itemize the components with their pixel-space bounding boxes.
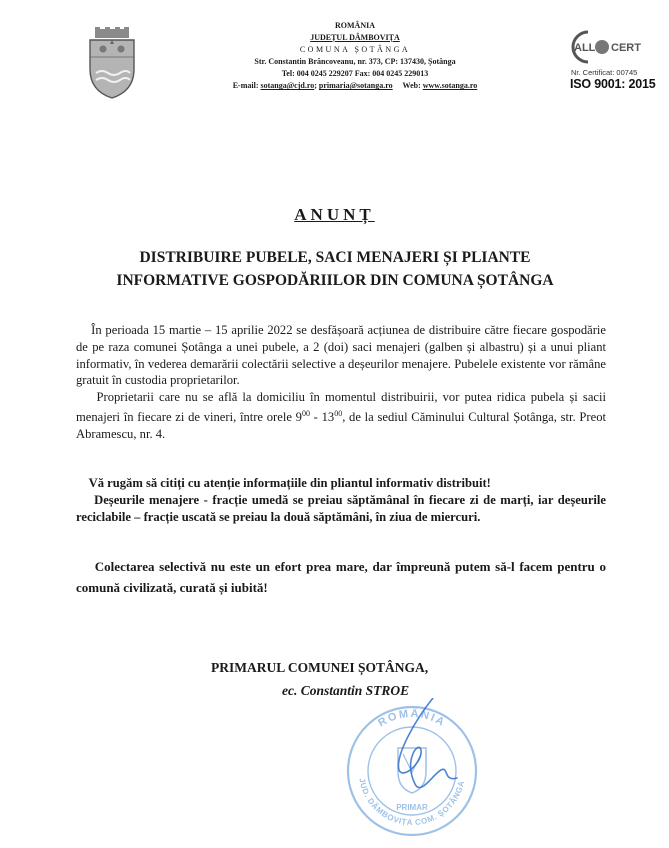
allcert-logo — [566, 28, 648, 66]
header-contact-line — [190, 80, 520, 92]
paragraph-distribution-text: În perioada 15 martie – 15 aprilie 2022 se desfășoară acțiunea de distribuire către fiecare gospodărie de pe raza comunei Șotânga a unei pubele, a 2 (doi) saci menajeri (galben și albastru) și a unui pliant informativ, în vederea demarării colectării selective a deșeurilor menajere. Pubelele existente vor rămâne gratuit în custodia proprietarilor. — [76, 323, 607, 388]
web-label: Web: — [392, 81, 423, 91]
signatory-role: PRIMARUL COMUNEI ȘOTÂNGA, — [211, 660, 429, 675]
stamp-center-text: PRIMAR — [396, 803, 428, 812]
stamp-ring-top-text: ROMÂNIA — [376, 707, 448, 730]
iso-standard: ISO 9001: 2015 — [570, 77, 656, 91]
svg-text:ROMÂNIA — [376, 707, 448, 730]
email-link-1[interactable]: sotanga@cjd.ro — [260, 81, 315, 91]
signatory-name: ec. Constantin STROE — [282, 683, 410, 698]
allcert-left-text: ALL — [574, 42, 596, 54]
notice-collection-schedule-text: Deșeurile menajere - fracție umedă se preiau săptămânal în fiecare zi de marți, iar deșeurile reciclabile – fracție uscată se preiau la două săptămâni, în ziua de miercuri. — [76, 493, 607, 525]
certificate-number: Nr. Certificat: 00745 — [571, 68, 638, 77]
time-end-superscript: 00 — [334, 408, 343, 418]
coat-of-arms-icon — [86, 27, 138, 99]
paragraph-pickup — [76, 389, 606, 443]
pickup-text-a: Proprietarii care nu se află la domiciliu în momentul distribuirii, vor putea ridica pubela și sacii menajeri în fiecare zi de vineri, între orele 9 — [76, 390, 607, 425]
pickup-text-c: , de la sediul Căminului Cultural Șotânga, str. Preot Abramescu, nr. 4. — [76, 410, 606, 441]
email-label: E-mail: — [232, 81, 261, 91]
closing-appeal-text: Colectarea selectivă nu este un efort prea mare, dar împreună putem să-l facem pentru o comună civilizată, curată și iubită! — [76, 559, 606, 595]
notice-read-leaflet-text: Vă rugăm să citiți cu atenție informațiile din pliantul informativ distribuit! — [88, 476, 491, 490]
web-link[interactable]: www.sotanga.ro — [422, 81, 478, 91]
header-commune: COMUNA ȘOTÂNGA — [299, 45, 411, 55]
notice-block — [76, 475, 606, 527]
header-address: Str. Constantin Brâncoveanu, nr. 373, CP: 137430, Șotânga — [254, 57, 456, 67]
stamp-ring-bottom-text: JUD. DÂMBOVIȚA COM. ȘOTÂNGA — [357, 777, 467, 828]
paragraph-distribution — [76, 322, 606, 389]
header-phone-fax: Tel: 004 0245 229207 Fax: 004 0245 229013 — [281, 69, 429, 79]
notice-read-leaflet — [76, 475, 606, 492]
announcement-body — [76, 322, 606, 443]
email-separator: ; — [314, 81, 319, 91]
subtitle-line-2: INFORMATIVE GOSPODĂRIILOR DIN COMUNA ȘOTÂNGA — [116, 272, 554, 289]
institution-header — [190, 20, 520, 93]
time-start-superscript: 00 — [301, 408, 310, 418]
header-country: ROMÂNIA — [335, 21, 375, 30]
official-stamp — [337, 698, 487, 838]
email-link-2[interactable]: primaria@sotanga.ro — [318, 81, 393, 91]
document-title: ANUNȚ — [294, 205, 375, 224]
document-subtitle — [60, 246, 610, 292]
allcert-right-text: CERT — [611, 42, 641, 54]
header-county: JUDEȚUL DÂMBOVIȚA — [310, 33, 400, 43]
closing-appeal — [76, 556, 606, 598]
pickup-text-b: - 13 — [309, 410, 335, 425]
notice-collection-schedule — [76, 492, 606, 526]
subtitle-line-1: DISTRIBUIRE PUBELE, SACI MENAJERI ȘI PLIANTE — [139, 249, 531, 266]
